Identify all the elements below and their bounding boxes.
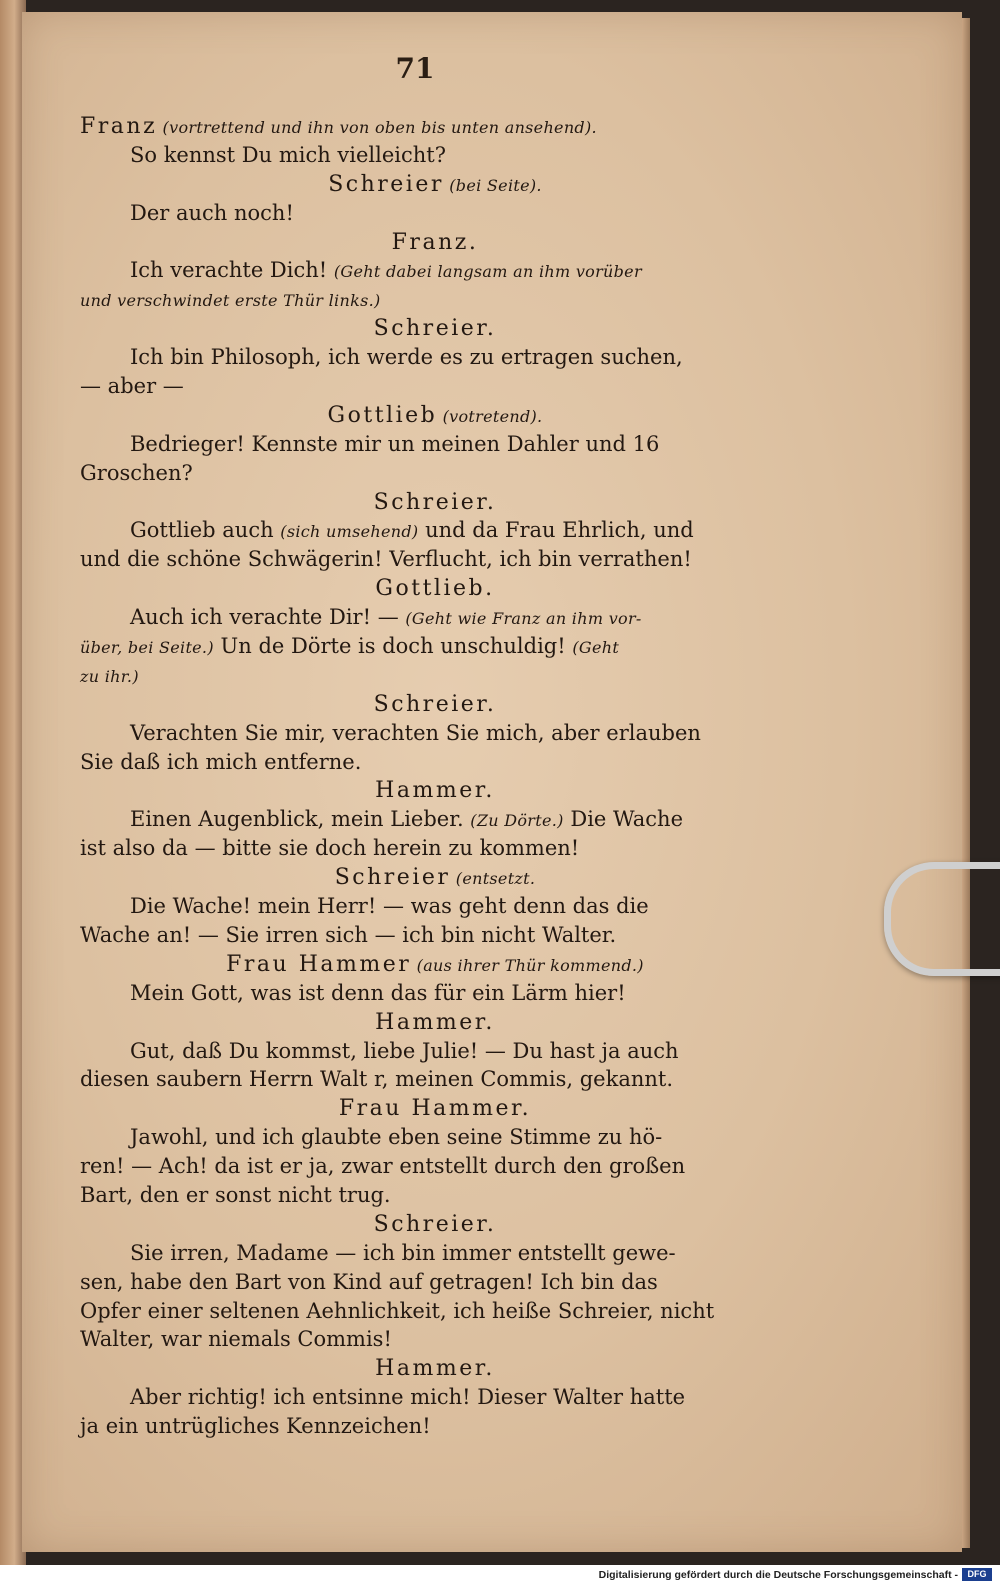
speaker-line	[80, 690, 790, 719]
text-line	[80, 1325, 790, 1354]
speaker-line	[80, 401, 790, 430]
stage-direction: (vortrettend und ihn von oben bis unten ansehend).	[157, 118, 597, 137]
text-line	[80, 1268, 790, 1297]
speaker-line	[80, 170, 790, 199]
stage-direction: (aus ihrer Thür kommend.)	[411, 955, 644, 975]
dialogue-text: Aber richtig! ich entsinne mich! Dieser Walter hatte	[130, 1385, 686, 1410]
stage-direction: (Geht wie Franz an ihm vor-	[405, 609, 642, 629]
speaker-name: Schreier.	[373, 1211, 497, 1237]
speaker-name: Hammer.	[375, 1009, 495, 1035]
dialogue-text: Ich verachte Dich!	[130, 258, 334, 283]
digitization-credit: Digitalisierung gefördert durch die Deutsche Forschungsgemeinschaft -	[598, 1569, 958, 1581]
speaker-name: Franz	[80, 114, 158, 139]
stage-direction: (entsetzt.	[450, 869, 536, 889]
text-line	[80, 834, 790, 863]
speaker-name: Schreier.	[373, 489, 497, 515]
dialogue-text: Ich bin Philosoph, ich werde es zu ertragen suchen,	[130, 345, 683, 370]
speaker-line	[80, 1008, 790, 1037]
dialogue-text: Gut, daß Du kommst, liebe Julie! — Du hast ja auch	[130, 1038, 679, 1063]
text-line	[80, 1297, 790, 1326]
speaker-name: Schreier	[328, 171, 444, 197]
dialogue-text: und da Frau Ehrlich, und	[418, 518, 694, 543]
speaker-line	[80, 1354, 790, 1383]
speaker-name: Frau Hammer	[226, 951, 412, 977]
text-line	[80, 545, 790, 574]
text-line	[80, 892, 790, 921]
text-line	[80, 459, 790, 488]
text-line	[80, 661, 790, 690]
dialogue-text: Bart, den er sonst nicht trug.	[80, 1182, 391, 1207]
text-line	[80, 1123, 790, 1152]
stage-direction: und verschwindet erste Thür links.)	[80, 291, 381, 311]
page-stack-edge	[962, 18, 970, 1548]
dialogue-text: Mein Gott, was ist denn das für ein Lärm hier!	[130, 980, 626, 1005]
speaker-name: Hammer.	[375, 778, 495, 804]
dialogue-text: So kennst Du mich vielleicht?	[130, 142, 446, 167]
text-line	[80, 256, 790, 285]
dialogue-text: Sie daß ich mich entferne.	[80, 749, 362, 774]
dialogue-text: ja ein untrügliches Kennzeichen!	[80, 1414, 431, 1439]
speaker-name: Hammer.	[375, 1356, 495, 1382]
text-line	[80, 719, 790, 748]
text-line	[80, 1037, 790, 1066]
dialogue-text: Un de Dörte is doch unschuldig!	[213, 634, 573, 659]
dialogue-text: Walter, war niemals Commis!	[80, 1327, 392, 1352]
dialogue-text: ist also da — bitte sie doch herein zu kommen!	[80, 836, 580, 861]
speaker-line	[80, 574, 790, 603]
speaker-name: Schreier.	[373, 691, 497, 717]
speaker-name: Gottlieb	[327, 402, 438, 428]
speaker-name: Gottlieb.	[375, 576, 495, 602]
speaker-line	[80, 1094, 790, 1123]
dialogue-text: Auch ich verachte Dir! —	[130, 605, 406, 630]
dialogue-text: diesen saubern Herrn Walt r, meinen Commis, gekannt.	[80, 1067, 674, 1092]
dialogue-text: Die Wache! mein Herr! — was geht denn das die	[130, 894, 649, 919]
stage-direction: (Zu Dörte.)	[470, 811, 564, 831]
text-line	[80, 632, 790, 661]
text-line	[80, 516, 790, 545]
speaker-line	[80, 863, 790, 892]
page-number: 71	[395, 52, 435, 85]
speaker-line	[80, 314, 790, 343]
dialogue-text: und die schöne Schwägerin! Verflucht, ich bin verrathen!	[80, 547, 692, 572]
text-line	[80, 921, 790, 950]
dfg-logo: DFG	[962, 1568, 992, 1581]
dialogue-text: Wache an! — Sie irren sich — ich bin nicht Walter.	[80, 922, 617, 947]
dialogue-text: Opfer einer seltenen Aehnlichkeit, ich heiße Schreier, nicht	[80, 1298, 715, 1323]
text-line	[80, 141, 790, 170]
speaker-name: Schreier	[334, 865, 451, 891]
speaker-name: Schreier.	[373, 316, 497, 342]
paper-clip	[884, 862, 1000, 976]
stage-direction: (Geht	[572, 638, 620, 658]
play-text	[80, 112, 790, 1441]
speaker-line	[80, 488, 790, 517]
dialogue-text: Verachten Sie mir, verachten Sie mich, aber erlauben	[130, 720, 701, 745]
stage-direction: (votretend).	[437, 406, 543, 426]
speaker-line	[80, 228, 790, 257]
text-line	[80, 1383, 790, 1412]
speaker-name: Franz.	[391, 229, 479, 255]
dialogue-text: Gottlieb auch	[130, 518, 281, 543]
text-line	[80, 603, 790, 632]
dialogue-text: Der auch noch!	[130, 200, 294, 225]
text-line	[80, 199, 790, 228]
text-line	[80, 805, 790, 834]
speaker-line	[80, 776, 790, 805]
dialogue-text: Jawohl, und ich glaubte eben seine Stimme zu hö-	[130, 1125, 663, 1150]
dialogue-text: Die Wache	[563, 807, 684, 832]
stage-direction: über, bei Seite.)	[80, 638, 214, 658]
text-line	[80, 979, 790, 1008]
dialogue-text: Sie irren, Madame — ich bin immer entstellt gewe-	[130, 1240, 676, 1265]
text-line	[80, 748, 790, 777]
dialogue-text: sen, habe den Bart von Kind auf getragen! Ich bin das	[80, 1269, 658, 1294]
speaker-line	[80, 112, 790, 141]
dialogue-text: Groschen?	[80, 460, 193, 485]
text-line	[80, 1065, 790, 1094]
text-line	[80, 1181, 790, 1210]
text-line	[80, 1412, 790, 1441]
text-line	[80, 1239, 790, 1268]
text-line	[80, 343, 790, 372]
speaker-line	[80, 1210, 790, 1239]
dialogue-text: — aber —	[80, 374, 184, 399]
text-line	[80, 285, 790, 314]
stage-direction: (bei Seite).	[443, 175, 542, 195]
text-line	[80, 430, 790, 459]
stage-direction: (sich umsehend)	[280, 522, 419, 542]
text-line	[80, 372, 790, 401]
speaker-name: Frau Hammer.	[338, 1096, 532, 1122]
speaker-line	[80, 950, 790, 979]
dialogue-text: ren! — Ach! da ist er ja, zwar entstellt durch den großen	[80, 1154, 686, 1179]
text-line	[80, 1152, 790, 1181]
stage-direction: zu ihr.)	[80, 666, 139, 686]
dialogue-text: Einen Augenblick, mein Lieber.	[130, 807, 471, 832]
dialogue-text: Bedrieger! Kennste mir un meinen Dahler und 16	[130, 431, 660, 456]
stage-direction: (Geht dabei langsam an ihm vorüber	[333, 262, 642, 282]
